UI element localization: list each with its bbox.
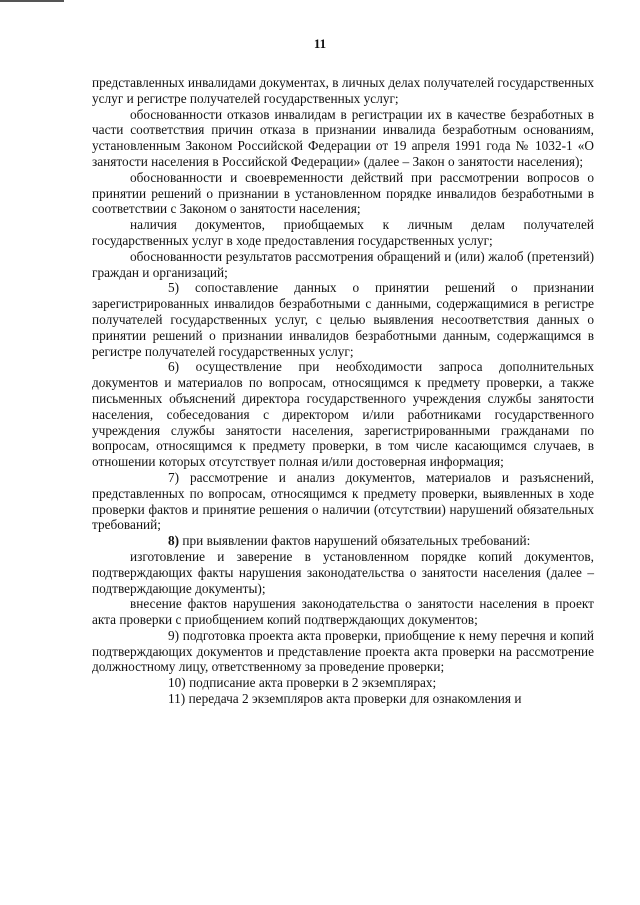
paragraph-5 — [92, 280, 594, 359]
paragraph-text: подготовка проекта акта проверки, приобщение к нему перечня и копий подтверждающих документов и представление проекта акта проверки на рассмотрение должностному лицу, ответственному за проведение проверки; — [92, 627, 594, 675]
paragraph-6 — [92, 359, 594, 470]
paragraph-3 — [92, 217, 594, 249]
paragraph-0 — [92, 75, 594, 107]
item-number: 5) — [168, 280, 180, 296]
paragraph-9 — [92, 549, 594, 596]
paragraph-text: сопоставление данных о принятии решений о признании зарегистрированных инвалидов безработными с данными, содержащимися в регистре получателей государственных услуг, с целью выявления несоответствия данных о принятии решений о признании инвалидов безработными данным, содержащимся в регистре получателей государственных услуг; — [92, 280, 594, 359]
paragraph-text: обоснованности результатов рассмотрения обращений и (или) жалоб (претензий) граждан и организаций; — [92, 248, 594, 280]
paragraph-text: изготовление и заверение в установленном порядке копий документов, подтверждающих факты нарушения законодательства о занятости населения (далее – подтверждающие документы); — [92, 548, 594, 596]
scan-edge-mark — [0, 0, 64, 2]
item-number: 9) — [168, 627, 180, 643]
paragraph-text: осуществление при необходимости запроса дополнительных документов и материалов по вопросам, относящимся к предмету проверки, а также письменных объяснений директора государственного учреждения службы занятости населения, собеседования с директором и/или работниками государственного учреждения службы занятости населения, зарегистрированными гражданами по вопросам, относящимся к предмету проверки, в том числе касающимся случаев, в отношении которых отсутствует полная и/или достоверная информация; — [92, 359, 594, 470]
paragraph-text: внесение фактов нарушения законодательства о занятости населения в проект акта проверки с приобщением копий подтверждающих документов; — [92, 596, 594, 628]
paragraph-7 — [92, 470, 594, 533]
item-number: 8) — [168, 533, 180, 549]
paragraph-text: наличия документов, приобщаемых к личным делам получателей государственных услуг в ходе предоставления государственных услуг; — [92, 217, 594, 248]
paragraph-10 — [92, 596, 594, 628]
paragraph-11 — [92, 628, 594, 675]
paragraph-1 — [92, 107, 594, 170]
paragraph-text: при выявлении фактов нарушений обязательных требований: — [182, 533, 531, 549]
paragraph-2 — [92, 170, 594, 217]
page-number: 11 — [313, 36, 327, 51]
paragraph-8 — [92, 533, 594, 549]
document-body — [92, 75, 594, 707]
paragraph-4 — [92, 249, 594, 281]
paragraph-text: передача 2 экземпляров акта проверки для ознакомления и — [188, 691, 522, 707]
item-number: 7) — [168, 469, 180, 485]
paragraph-12 — [92, 675, 594, 691]
paragraph-text: обоснованности отказов инвалидам в регистрации их в качестве безработных в части соответствия причин отказа в признании инвалида безработным основаниям, установленным Законом Российской Федерации от 19 апреля 1991 года № 1032-1 «О занятости населения в Российской Федерации» (далее – Закон о занятости населения); — [92, 106, 594, 169]
paragraph-text: обоснованности и своевременности действий при рассмотрении вопросов о принятии решений о признании в установленном порядке инвалидов безработными в соответствии с Законом о занятости населения; — [92, 169, 594, 217]
paragraph-text: представленных инвалидами документах, в личных делах получателей государственных услуг и регистре получателей государственных услуг; — [92, 75, 594, 106]
item-number: 10) — [168, 675, 186, 691]
paragraph-text: рассмотрение и анализ документов, материалов и разъяснений, представленных по вопросам, относящимся к предмету проверки, выявленных в ходе проверки фактов и принятие решения о наличии (отсутствии) нарушений обязательных требований; — [92, 469, 594, 533]
item-number: 11) — [168, 691, 186, 707]
paragraph-text: подписание акта проверки в 2 экземплярах; — [189, 675, 437, 691]
item-number: 6) — [168, 359, 180, 375]
paragraph-13 — [92, 691, 594, 707]
